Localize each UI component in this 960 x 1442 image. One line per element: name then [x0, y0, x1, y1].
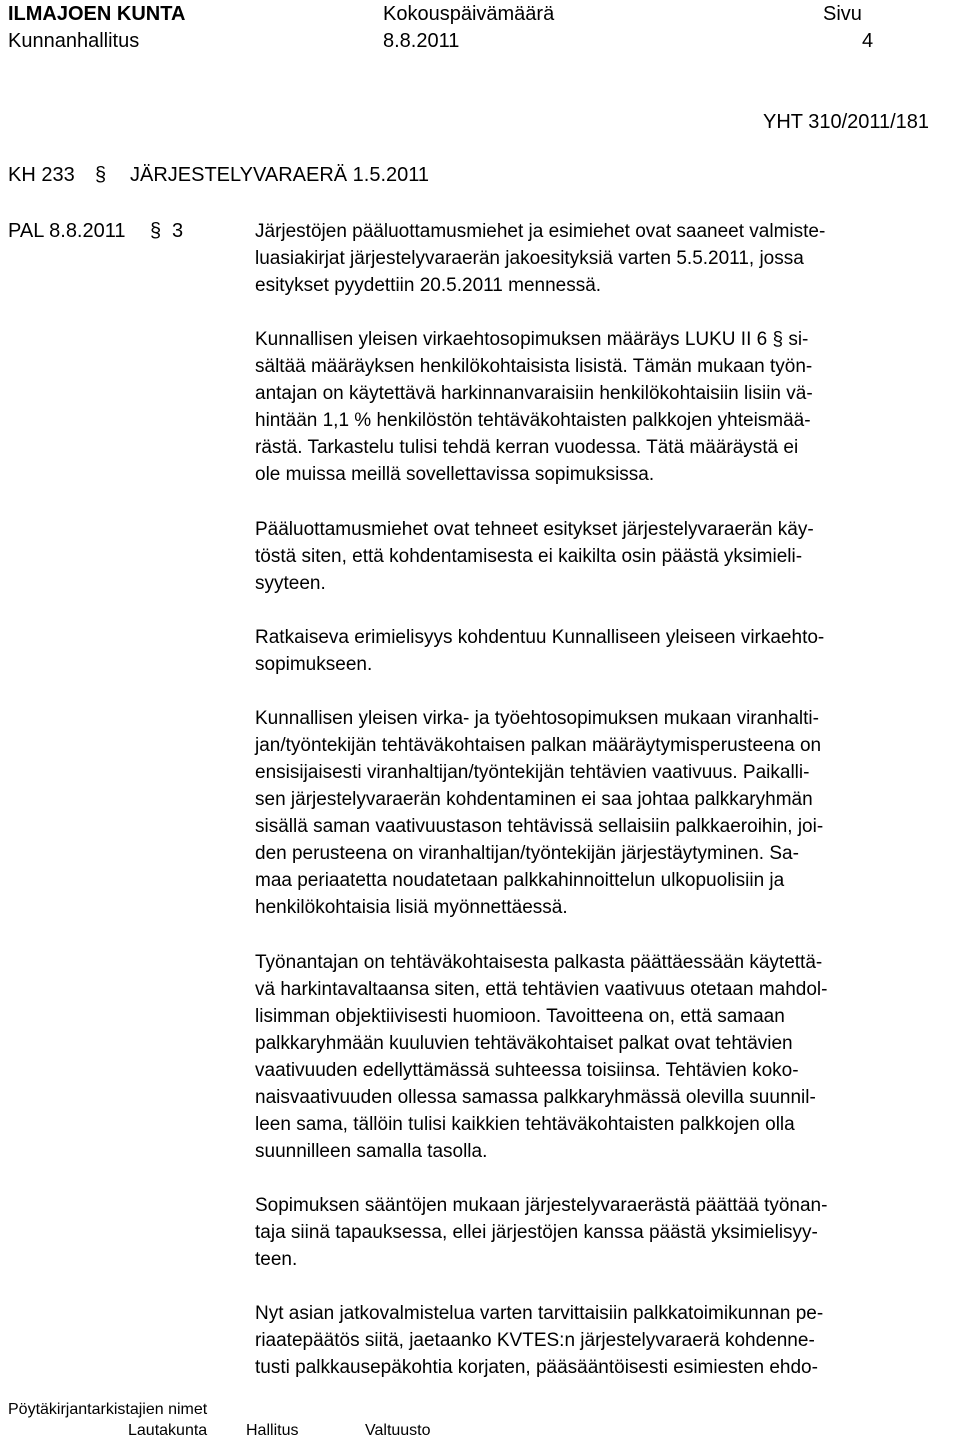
case-pal-section: 3	[172, 220, 184, 242]
footer-col-valtuusto: Valtuusto	[365, 1422, 431, 1439]
page-number: 4	[862, 30, 874, 52]
paragraph-4: Ratkaiseva erimielisyys kohdentuu Kunnalliseen yleiseen virkaehto- sopimukseen.	[255, 627, 825, 675]
case-title: JÄRJESTELYVARAERÄ 1.5.2011	[130, 164, 430, 186]
organization-name: ILMAJOEN KUNTA	[8, 3, 186, 25]
footer-col-hallitus: Hallitus	[246, 1422, 299, 1439]
section-icon: §	[95, 164, 107, 186]
paragraph-8: Nyt asian jatkovalmistelua varten tarvittaisiin palkkatoimikunnan pe- riaatepäätös siitä, jaetaanko KVTES:n järjestelyvaraerä kohdenne- tusti palkkausepäkohtia korjaten, pääsääntöisesti esimiesten ehdo-	[255, 1303, 824, 1378]
paragraph-6: Työnantajan on tehtäväkohtaisesta palkasta päättäessään käytettä- vä harkintavaltaansa siten, että tehtävien vaativuus otetaan mahdol- lisimman objektiivisesti huomioon. Tavoitteena on, että samaan palkkaryhmään kuuluvien tehtäväkohtaiset palkat ovat tehtävien vaativuuden edellyttämässä suhteessa toisiinsa. Tehtävien koko- naisvaativuuden ollessa samassa palkkaryhmässä olevilla suunnil- leen sama, tällöin tulisi kaikkien tehtäväkohtaisten palkkojen olla suunnilleen samalla tasolla.	[255, 952, 828, 1162]
section-icon: §	[150, 220, 162, 242]
meeting-date-label: Kokouspäivämäärä	[383, 3, 555, 25]
paragraph-2: Kunnallisen yleisen virkaehtosopimuksen määräys LUKU II 6 § si- sältää määräyksen henkilökohtaisista lisistä. Tämän mukaan työn- antajan on käytettävä harkinnanvaraisiin henkilökohtaisiin lisiin vä- hintään 1,1 % henkilöstön tehtäväkohtaisten palkkojen yhteismää- rästä. Tarkastelu tulisi tehdä kerran vuodessa. Tätä määräystä ei ole muissa meillä sovellettavissa sopimuksissa.	[255, 329, 813, 485]
meeting-date: 8.8.2011	[383, 30, 460, 52]
page-label: Sivu	[823, 3, 862, 25]
paragraph-5: Kunnallisen yleisen virka- ja työehtosopimuksen mukaan viranhalti- jan/työntekijän tehtäväkohtaisen palkan määräytymisperusteena on ensisijaisesti viranhaltijan/työntekijän tehtävien vaativuus. Paikalli- sen järjestelyvaraerän kohdentaminen ei saa johtaa palkkaryhmän sisällä saman vaativuustason tehtävissä sellaisiin palkkaeroihin, joi- den perusteena on viranhaltijan/työntekijän järjestäytyminen. Sa- maa periaatetta noudatetaan palkkahinnoittelun ulkopuolisiin ja henkilökohtaisia lisiä myönnettäessä.	[255, 708, 824, 918]
paragraph-3: Pääluottamusmiehet ovat tehneet esitykset järjestelyvaraerän käy- töstä siten, että kohdentamisesta ei kaikilta osin päästä yksimieli- syyteen.	[255, 519, 814, 594]
case-kh-number: KH 233	[8, 164, 75, 186]
footer-label: Pöytäkirjantarkistajien nimet	[8, 1401, 208, 1418]
committee-name: Kunnanhallitus	[8, 30, 140, 52]
footer-col-lautakunta: Lautakunta	[128, 1422, 208, 1439]
reference-number: YHT 310/2011/181	[763, 111, 930, 133]
case-pal-date: PAL 8.8.2011	[8, 220, 126, 242]
paragraph-1: Järjestöjen pääluottamusmiehet ja esimiehet ovat saaneet valmiste- luasiakirjat järjestelyvaraerän jakoesityksiä varten 5.5.2011, jossa esitykset pyydettiin 20.5.2011 mennessä.	[255, 221, 826, 296]
paragraph-7: Sopimuksen sääntöjen mukaan järjestelyvaraerästä päättää työnan- taja siinä tapauksessa, ellei järjestöjen kanssa päästä yksimielisyy- teen.	[255, 1195, 828, 1270]
